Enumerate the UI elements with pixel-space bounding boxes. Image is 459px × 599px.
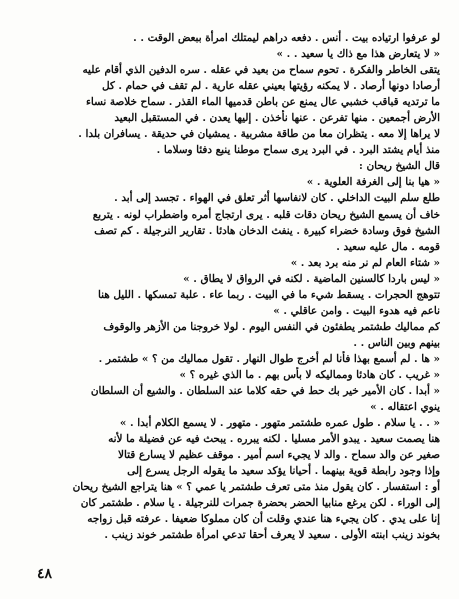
text-line: لا يراها إلا معه . يتظران معا من طاقة مشربية . يمشيان في حديقة . يسافران بلدا . [78, 128, 440, 141]
text-line: أرصادا دونها أرصاد . لا يمكنه رؤيتها بعيني عقله عارية . لم تقف في حمام . كل [101, 80, 440, 93]
text-line: هنا يصمت سعيد . يبدو الأمر مسليا . لكنه يبرره . يبحث فيه عن فضيلة ما لأنه [108, 433, 440, 446]
text-line: « ليس باردا كالسنين الماضية . لكنه في الرواق لا يطاق . » [183, 272, 440, 285]
text-line: صغير عن والد سماح . والد لا يجيء اسم أمير . موقف عظيم لا يسارع قتالا [118, 449, 440, 462]
text-line: الأرض أجمعين . منها تفرعن . عنها نأخذن . إليها يعدن . في المستقبل البعيد [114, 112, 440, 125]
text-line: « . . يا سلام . طول عمره طشتمر متهور . متهور . لا يسمع الكلام أبدا . » [119, 417, 440, 430]
text-line: ينوي اعتقاله . » [370, 401, 440, 414]
text-line: كم مماليك طشتمر يطفئون في النفس اليوم . لولا خروجنا من الأزهر والوقوف [103, 320, 440, 333]
text-line: قال الشيخ ريحان : [359, 160, 440, 173]
page-number: ٤٨ [37, 566, 53, 582]
text-line: بخوند زينب ابنته الأولى . سعيد لا يعرف أحقا تدعي امرأة طشتمر خوند زينب . [104, 529, 440, 542]
text-line: طلع سلم البيت الداخلي . كان لانفاسها أثر تعلق في الهواء . تجسد إلى أبد . [114, 192, 440, 205]
text-line: الشيخ فوق وسادة خضراء كبيرة . ينفث الدخان هادئا . تقارير النرجيلة . كم تصف [94, 224, 440, 237]
text-line: بينهم وبين الناس . . [353, 336, 440, 349]
text-line: ما ترتديه قباقب خشبي عال يمنع عن باطن قدميها الماء القذر . سماح خلاصة نساء [86, 96, 440, 109]
text-line: « لا يتعارض هذا مع ذاك يا سعيد . . » [276, 48, 440, 61]
text-line: « أبدا . كان الأمير خير بك حط في حقه كلاما عند السلطان . والشيع أن السلطان [90, 385, 440, 398]
text-line: إلى الوراء . لكن يرغع منابيا الحضر بحضرة جمرات للنرجيلة . يا سلام . طشتمر كان [80, 497, 440, 510]
text-line: لو عرفوا ارتياده بيت . أنس . دفعه دراهم ليمتلك امرأة ببعض الوقت . . [133, 32, 440, 44]
text-line: « ها . لم أسمع بهذا فأنا لم أخرج طوال النهار . تقول مماليك من ؟ » طشتمر . [98, 352, 440, 365]
text-line: أو : استفسار . كان يقول منذ متى تعرف طشتمر يا عمي ؟ » هنا يتراجع الشيخ ريحان [72, 481, 440, 494]
text-line: تتوهج الحجرات . يسقط شيء ما في البيت . ربما عاء . علبة تمسكها . الليل هنا [97, 288, 440, 301]
text-line: منذ أيام يشتد البرد . في البرد يرى سماح موطنا ينبع دفئا وسلاما . [156, 144, 440, 157]
text-line: وإذا وجود رابطة قوية بينهما . أحيانا يؤكد سعيد ما يقوله الرجل يسرع إلى [127, 465, 440, 478]
text-line: خاف أن يسمع الشيخ ريحان دقات قلبه . يرى ارتجاج أمره واضطراب لونه . يتربع [92, 208, 440, 221]
body-text [38, 30, 440, 544]
text-line: يتقى الخاطر والفكرة . تحوم سماح من بعيد في عقله . سره الدفين الذي أقام عليه [82, 64, 440, 77]
text-line: « غريب . كان هادئا ومماليكه لا بأس بهم . ما الذي غيره ؟ » [179, 368, 440, 381]
text-line: ناعم فيه هدوء البيت . وامن عاقلي . » [273, 304, 440, 317]
text-line: قومه . مال عليه سعيد . [336, 240, 440, 253]
text-line: « شتاء العام لم نر منه برد بعد . » [290, 256, 440, 269]
text-line: « هيا بنا إلى الغرفة العلوية . » [306, 176, 440, 189]
text-line: إنا على يدي . كان يجيء هنا عندي وقلت أن كان مملوكا ضعيفا . عرفته قبل زواجه [87, 513, 440, 526]
